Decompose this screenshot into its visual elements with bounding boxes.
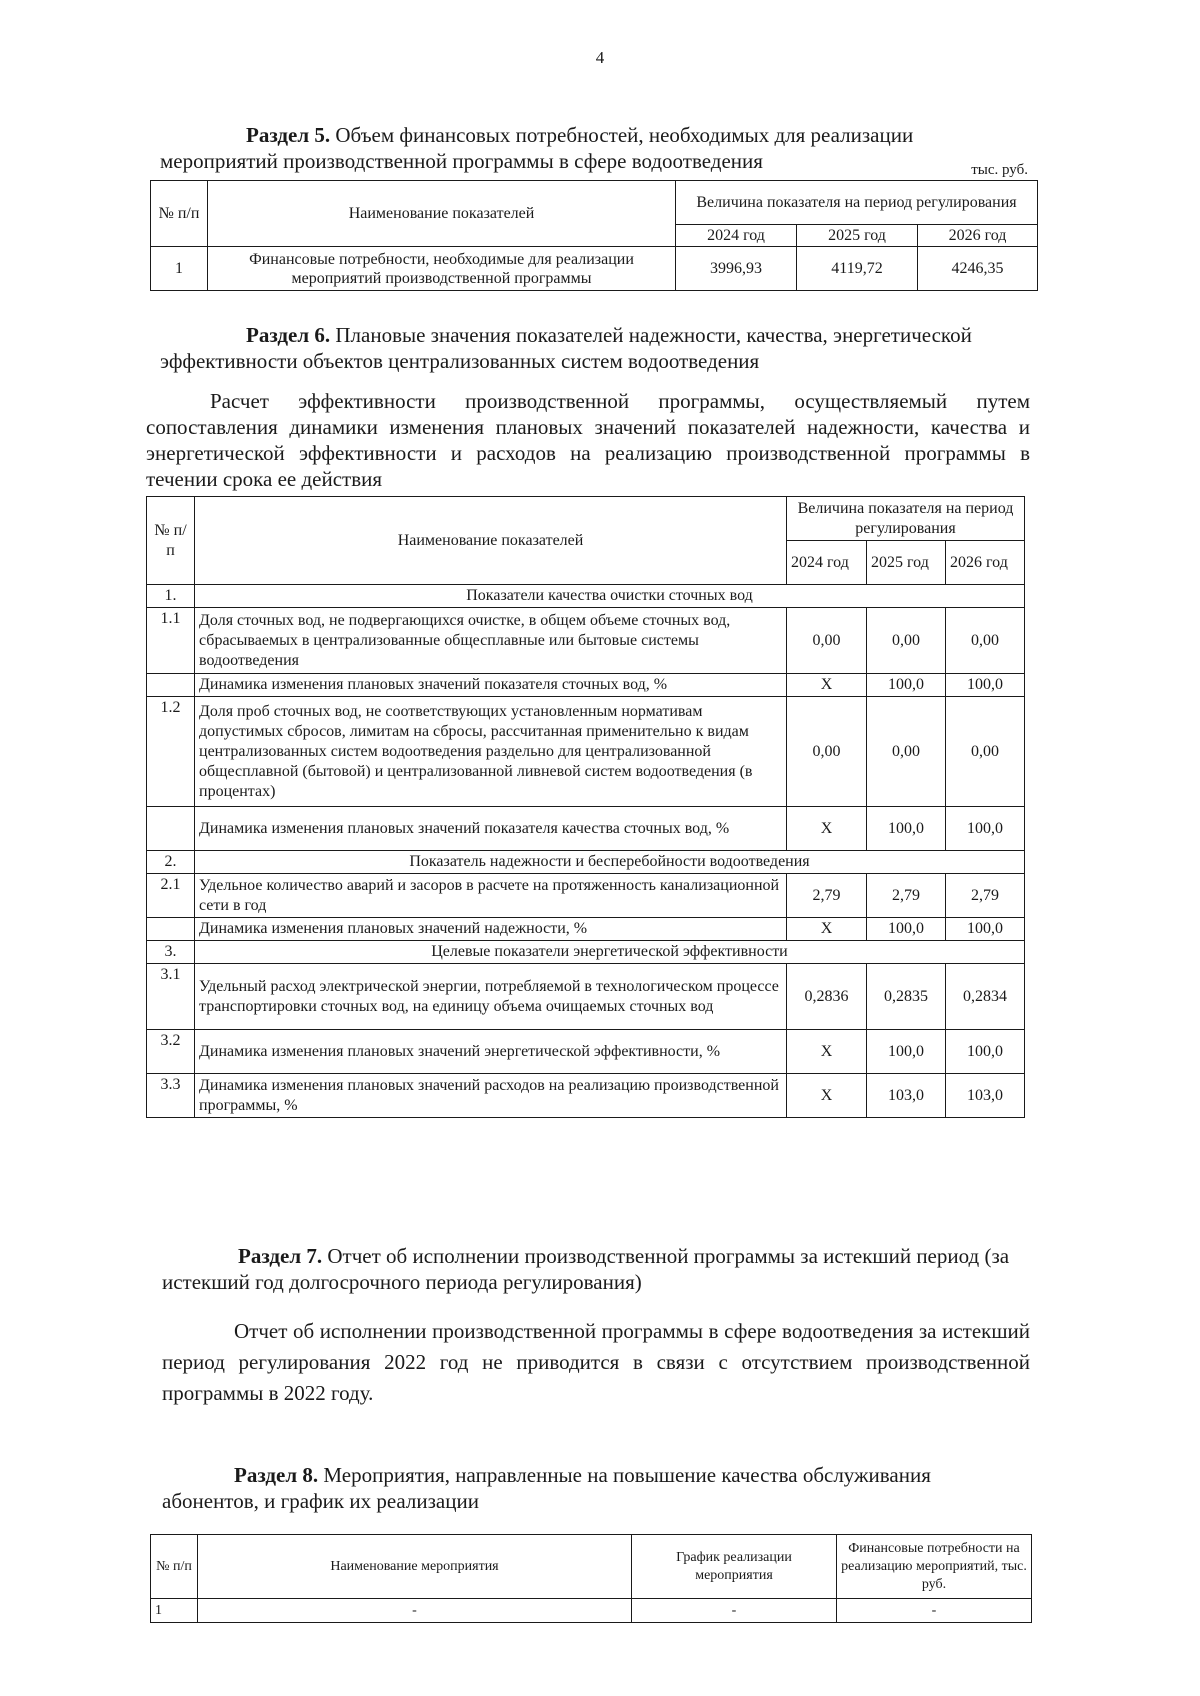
row-name: - xyxy=(198,1599,632,1623)
section5-heading xyxy=(160,122,1030,174)
col-name-header: Наименование мероприятия xyxy=(198,1535,632,1599)
col-schedule-header: График реализации мероприятия xyxy=(632,1535,837,1599)
row-name: Доля сточных вод, не подвергающихся очистке, в общем объеме сточных вод, сбрасываемых в централизованные общесплавные или бытовые системы водоотведения xyxy=(195,608,787,674)
col-num-header: № п/п xyxy=(147,497,195,585)
row-value-2025: 0,00 xyxy=(867,697,946,807)
row-value-2025: 0,2835 xyxy=(867,964,946,1030)
group-num: 2. xyxy=(147,851,195,874)
row-value-2025: 103,0 xyxy=(867,1074,946,1118)
row-num: 1.1 xyxy=(147,608,195,674)
col-period-header: Величина показателя на период регулирования xyxy=(676,181,1038,225)
section5-label: Раздел 5. xyxy=(246,123,331,147)
row-value-2026: 100,0 xyxy=(946,1030,1025,1074)
section8-title: Мероприятия, направленные на повышение качества обслуживания абонентов, и график их реализации xyxy=(162,1463,931,1513)
row-value-2024: 0,00 xyxy=(787,608,867,674)
row-value-2024: Х xyxy=(787,918,867,941)
section5-title: Объем финансовых потребностей, необходимых для реализации мероприятий производственной программы в сфере водоотведения xyxy=(160,123,914,173)
group-num: 3. xyxy=(147,941,195,964)
row-value-2026: 100,0 xyxy=(946,807,1025,851)
row-value-2026: 2,79 xyxy=(946,874,1025,918)
row-value-2024: Х xyxy=(787,674,867,697)
section7-paragraph: Отчет об исполнении производственной программы в сфере водоотведения за истекший период регулирования 2022 год не приводится в связи с отсутствием производственной программы в 2022 году. xyxy=(162,1319,1030,1405)
row-value-2024: 2,79 xyxy=(787,874,867,918)
col-2026-header: 2026 год xyxy=(946,541,1025,585)
row-num: 1 xyxy=(151,1599,198,1623)
section6-label: Раздел 6. xyxy=(246,323,331,347)
section6-heading xyxy=(160,322,1030,374)
row-value-2024: 0,2836 xyxy=(787,964,867,1030)
group-num: 1. xyxy=(147,585,195,608)
col-finance-header: Финансовые потребности на реализацию мероприятий, тыс. руб. xyxy=(837,1535,1032,1599)
row-value-2026: 103,0 xyxy=(946,1074,1025,1118)
row-num: 3.1 xyxy=(147,964,195,1030)
col-name-header: Наименование показателей xyxy=(208,181,676,247)
row-num: 2.1 xyxy=(147,874,195,918)
section8-heading xyxy=(162,1462,1030,1514)
group-title: Показатели качества очистки сточных вод xyxy=(195,585,1025,608)
row-num: 1.2 xyxy=(147,697,195,807)
section6-table xyxy=(146,496,1025,1118)
section7-label: Раздел 7. xyxy=(238,1244,323,1268)
row-value-2024: 0,00 xyxy=(787,697,867,807)
section5-units: тыс. руб. xyxy=(971,162,1028,178)
row-num: 1 xyxy=(151,247,208,291)
group-title: Показатель надежности и бесперебойности водоотведения xyxy=(195,851,1025,874)
row-name: Удельное количество аварий и засоров в расчете на протяженность канализационной сети в год xyxy=(195,874,787,918)
row-name: Динамика изменения плановых значений энергетической эффективности, % xyxy=(195,1030,787,1074)
row-name: Динамика изменения плановых значений показателя качества сточных вод, % xyxy=(195,807,787,851)
page-number: 4 xyxy=(595,48,605,67)
row-value-2026: 100,0 xyxy=(946,918,1025,941)
col-2026-header: 2026 год xyxy=(918,225,1038,247)
section7-heading xyxy=(162,1243,1030,1295)
col-name-header: Наименование показателей xyxy=(195,497,787,585)
row-value-2025: 100,0 xyxy=(867,918,946,941)
row-value-2025: 100,0 xyxy=(867,1030,946,1074)
col-2025-header: 2025 год xyxy=(797,225,918,247)
row-num xyxy=(147,807,195,851)
col-num-header: № п/п xyxy=(151,1535,198,1599)
section6-paragraph: Расчет эффективности производственной программы, осуществляемый путем сопоставления динамики изменения плановых значений показателей надежности, качества и энергетической эффективности и расходов на реализацию производственной программы в течении срока ее действия xyxy=(146,389,1030,491)
row-finance: - xyxy=(837,1599,1032,1623)
section5-table xyxy=(150,180,1038,291)
row-num: 3.3 xyxy=(147,1074,195,1118)
row-value-2026: 0,2834 xyxy=(946,964,1025,1030)
row-name: Динамика изменения плановых значений надежности, % xyxy=(195,918,787,941)
row-num: 3.2 xyxy=(147,1030,195,1074)
row-name: Финансовые потребности, необходимые для реализации мероприятий производственной программы xyxy=(208,247,676,291)
col-2024-header: 2024 год xyxy=(787,541,867,585)
row-value-2024: Х xyxy=(787,1074,867,1118)
row-value-2025: 0,00 xyxy=(867,608,946,674)
col-period-header: Величина показателя на период регулирования xyxy=(787,497,1025,541)
col-2025-header: 2025 год xyxy=(867,541,946,585)
row-value-2026: 4246,35 xyxy=(918,247,1038,291)
row-name: Динамика изменения плановых значений расходов на реализацию производственной программы, % xyxy=(195,1074,787,1118)
row-name: Динамика изменения плановых значений показателя сточных вод, % xyxy=(195,674,787,697)
row-name: Доля проб сточных вод, не соответствующих установленным нормативам допустимых сбросов, лимитам на сбросы, рассчитанная применительно к видам централизованных систем водоотведения раздельно для централизованной общесплавной (бытовой) и централизованной ливневой систем водоотведения (в процентах) xyxy=(195,697,787,807)
row-schedule: - xyxy=(632,1599,837,1623)
row-value-2024: Х xyxy=(787,807,867,851)
row-name: Удельный расход электрической энергии, потребляемой в технологическом процессе транспортировки сточных вод, на единицу объема очищаемых сточных вод xyxy=(195,964,787,1030)
col-2024-header: 2024 год xyxy=(676,225,797,247)
section8-label: Раздел 8. xyxy=(234,1463,319,1487)
section6-title: Плановые значения показателей надежности, качества, энергетической эффективности объектов централизованных систем водоотведения xyxy=(160,323,972,373)
section7-title: Отчет об исполнении производственной программы за истекший период (за истекший год долгосрочного периода регулирования) xyxy=(162,1244,1010,1294)
row-value-2025: 4119,72 xyxy=(797,247,918,291)
col-num-header: № п/п xyxy=(151,181,208,247)
row-value-2025: 100,0 xyxy=(867,674,946,697)
group-title: Целевые показатели энергетической эффективности xyxy=(195,941,1025,964)
section8-table xyxy=(150,1534,1032,1623)
row-value-2024: Х xyxy=(787,1030,867,1074)
row-num xyxy=(147,674,195,697)
row-value-2026: 0,00 xyxy=(946,697,1025,807)
row-value-2024: 3996,93 xyxy=(676,247,797,291)
row-value-2026: 0,00 xyxy=(946,608,1025,674)
row-value-2025: 100,0 xyxy=(867,807,946,851)
row-value-2026: 100,0 xyxy=(946,674,1025,697)
row-num xyxy=(147,918,195,941)
row-value-2025: 2,79 xyxy=(867,874,946,918)
